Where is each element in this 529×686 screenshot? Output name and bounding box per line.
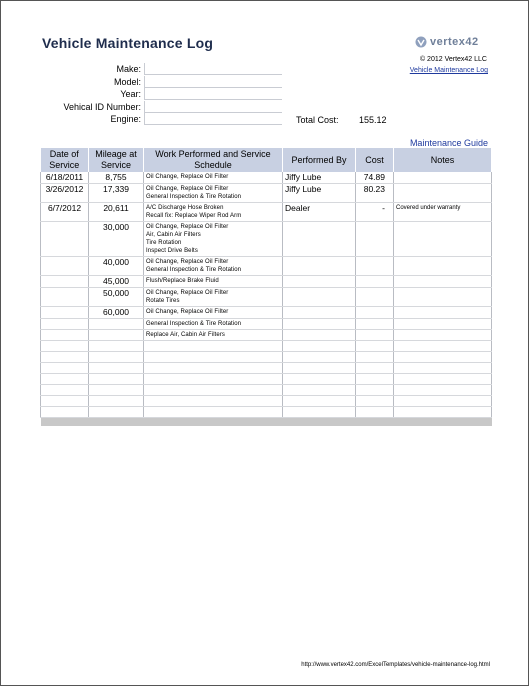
cell-performed-by[interactable]: Dealer bbox=[283, 203, 356, 222]
cell-mileage[interactable]: 60,000 bbox=[89, 307, 144, 319]
field-label: Engine: bbox=[110, 114, 141, 124]
cell-work[interactable] bbox=[144, 276, 283, 288]
empty-row bbox=[41, 352, 492, 363]
cell-date[interactable] bbox=[41, 407, 89, 418]
cell-cost[interactable] bbox=[356, 257, 394, 276]
page-title: Vehicle Maintenance Log bbox=[42, 35, 214, 51]
cell-date[interactable]: 3/26/2012 bbox=[41, 184, 89, 203]
field-label: Make: bbox=[116, 64, 141, 74]
cell-mileage[interactable] bbox=[89, 363, 144, 374]
cell-cost[interactable] bbox=[356, 385, 394, 396]
cell-notes[interactable] bbox=[394, 352, 492, 363]
empty-row bbox=[41, 363, 492, 374]
cell-date[interactable] bbox=[41, 330, 89, 341]
cell-work[interactable] bbox=[144, 184, 283, 203]
cell-notes[interactable] bbox=[394, 184, 492, 203]
cell-work[interactable] bbox=[144, 341, 283, 352]
header-date: Date of Service bbox=[41, 148, 89, 172]
work-line: Flush/Replace Brake Fluid bbox=[146, 278, 219, 284]
cell-performed-by[interactable] bbox=[283, 363, 356, 374]
cell-date[interactable]: 6/7/2012 bbox=[41, 203, 89, 222]
footer-bar-cell bbox=[41, 418, 492, 427]
cell-mileage[interactable]: 30,000 bbox=[89, 222, 144, 257]
cell-performed-by[interactable] bbox=[283, 407, 356, 418]
work-line: General Inspection & Tire Rotation bbox=[146, 321, 242, 327]
table-row bbox=[41, 184, 492, 203]
maintenance-guide-link[interactable]: Maintenance Guide bbox=[409, 138, 488, 148]
cell-work[interactable] bbox=[144, 222, 283, 257]
work-line: General Inspection & Tire Rotation bbox=[146, 267, 242, 273]
cell-notes[interactable] bbox=[394, 341, 492, 352]
cell-date[interactable] bbox=[41, 385, 89, 396]
field-input[interactable] bbox=[144, 101, 282, 113]
vehicle-maintenance-log-link[interactable]: Vehicle Maintenance Log bbox=[409, 67, 488, 74]
cell-mileage[interactable]: 20,611 bbox=[89, 203, 144, 222]
cell-work[interactable] bbox=[144, 374, 283, 385]
cell-mileage[interactable] bbox=[89, 319, 144, 330]
cell-notes[interactable] bbox=[394, 288, 492, 307]
cell-cost[interactable] bbox=[356, 288, 394, 307]
cell-date[interactable]: 6/18/2011 bbox=[41, 172, 89, 184]
cell-mileage[interactable]: 40,000 bbox=[89, 257, 144, 276]
table-row bbox=[41, 307, 492, 319]
cell-work[interactable] bbox=[144, 172, 283, 184]
cell-work[interactable] bbox=[144, 203, 283, 222]
cell-date[interactable] bbox=[41, 288, 89, 307]
cell-cost[interactable] bbox=[356, 330, 394, 341]
cell-notes[interactable] bbox=[394, 385, 492, 396]
cell-mileage[interactable] bbox=[89, 352, 144, 363]
footer-url: http://www.vertex42.com/ExcelTemplates/vehicle-maintenance-log.html bbox=[301, 662, 490, 668]
cell-performed-by[interactable]: Jiffy Lube bbox=[283, 184, 356, 203]
cell-cost[interactable] bbox=[356, 407, 394, 418]
cell-mileage[interactable] bbox=[89, 341, 144, 352]
cell-mileage[interactable] bbox=[89, 407, 144, 418]
cell-date[interactable] bbox=[41, 222, 89, 257]
cell-cost[interactable] bbox=[356, 276, 394, 288]
work-line: Oil Change, Replace Oil Filter bbox=[146, 259, 229, 265]
cell-date[interactable] bbox=[41, 307, 89, 319]
cell-work[interactable] bbox=[144, 307, 283, 319]
cell-date[interactable] bbox=[41, 341, 89, 352]
cell-cost[interactable] bbox=[356, 374, 394, 385]
field-row bbox=[41, 88, 282, 100]
work-line: Tire Rotation bbox=[146, 240, 182, 246]
cell-performed-by[interactable] bbox=[283, 396, 356, 407]
copyright-text: © 2012 Vertex42 LLC bbox=[419, 56, 487, 63]
cell-work[interactable] bbox=[144, 288, 283, 307]
cell-performed-by[interactable] bbox=[283, 330, 356, 341]
cell-notes[interactable] bbox=[394, 407, 492, 418]
total-cost-label: Total Cost: bbox=[296, 115, 339, 125]
cell-mileage[interactable] bbox=[89, 385, 144, 396]
cell-cost[interactable] bbox=[356, 307, 394, 319]
cell-performed-by[interactable]: Jiffy Lube bbox=[283, 172, 356, 184]
cell-date[interactable] bbox=[41, 352, 89, 363]
work-line: Replace Air, Cabin Air Filters bbox=[146, 332, 226, 338]
work-line: Oil Change, Replace Oil Filter bbox=[146, 186, 229, 192]
table-row bbox=[41, 330, 492, 341]
cell-cost[interactable]: - bbox=[356, 203, 394, 222]
empty-row bbox=[41, 341, 492, 352]
cell-work[interactable] bbox=[144, 407, 283, 418]
cell-work[interactable] bbox=[144, 396, 283, 407]
field-row bbox=[41, 76, 282, 88]
cell-performed-by[interactable] bbox=[283, 222, 356, 257]
header-work: Work Performed and Service Schedule bbox=[144, 148, 283, 172]
cell-work[interactable] bbox=[144, 257, 283, 276]
empty-row bbox=[41, 396, 492, 407]
cell-cost[interactable] bbox=[356, 396, 394, 407]
work-line: Recall fix: Replace Wiper Rod Arm bbox=[146, 213, 242, 219]
field-label: Vehical ID Number: bbox=[63, 101, 141, 112]
cell-performed-by[interactable] bbox=[283, 257, 356, 276]
cell-notes[interactable] bbox=[394, 172, 492, 184]
work-line: Oil Change, Replace Oil Filter bbox=[146, 174, 229, 180]
work-line: A/C Discharge Hose Broken bbox=[146, 205, 224, 211]
cell-cost[interactable] bbox=[356, 352, 394, 363]
cell-performed-by[interactable] bbox=[283, 385, 356, 396]
cell-notes[interactable] bbox=[394, 363, 492, 374]
field-label: Year: bbox=[120, 89, 141, 99]
field-input[interactable] bbox=[144, 113, 282, 125]
work-line: Oil Change, Replace Oil Filter bbox=[146, 224, 229, 230]
cell-notes[interactable] bbox=[394, 374, 492, 385]
cell-date[interactable] bbox=[41, 276, 89, 288]
cell-performed-by[interactable] bbox=[283, 374, 356, 385]
cell-notes[interactable] bbox=[394, 330, 492, 341]
work-line: General Inspection & Tire Rotation bbox=[146, 194, 242, 200]
work-line: Rotate Tires bbox=[146, 298, 180, 304]
cell-date[interactable] bbox=[41, 374, 89, 385]
cell-mileage[interactable]: 45,000 bbox=[89, 276, 144, 288]
cell-work[interactable] bbox=[144, 363, 283, 374]
field-row bbox=[41, 63, 282, 75]
cell-performed-by[interactable] bbox=[283, 352, 356, 363]
field-input[interactable] bbox=[144, 76, 282, 88]
work-line: Oil Change, Replace Oil Filter bbox=[146, 309, 229, 315]
cell-work[interactable] bbox=[144, 319, 283, 330]
table-footer-bar bbox=[41, 418, 492, 427]
logo-mark-icon bbox=[415, 36, 427, 48]
table-row bbox=[41, 172, 492, 184]
header-performed-by: Performed By bbox=[283, 148, 356, 172]
cell-performed-by[interactable] bbox=[283, 307, 356, 319]
cell-cost[interactable] bbox=[356, 363, 394, 374]
cell-mileage[interactable]: 17,339 bbox=[89, 184, 144, 203]
cell-cost[interactable]: 74.89 bbox=[356, 172, 394, 184]
cell-mileage[interactable] bbox=[89, 396, 144, 407]
cell-performed-by[interactable] bbox=[283, 319, 356, 330]
cell-cost[interactable] bbox=[356, 341, 394, 352]
table-row bbox=[41, 257, 492, 276]
cell-mileage[interactable] bbox=[89, 330, 144, 341]
cell-notes[interactable] bbox=[394, 307, 492, 319]
work-line: Air, Cabin Air Filters bbox=[146, 232, 201, 238]
cell-work[interactable] bbox=[144, 352, 283, 363]
cell-notes[interactable] bbox=[394, 222, 492, 257]
table-row bbox=[41, 288, 492, 307]
empty-row bbox=[41, 374, 492, 385]
cell-work[interactable] bbox=[144, 330, 283, 341]
field-input[interactable] bbox=[144, 63, 282, 75]
cell-date[interactable] bbox=[41, 257, 89, 276]
cell-date[interactable] bbox=[41, 319, 89, 330]
empty-row bbox=[41, 407, 492, 418]
logo-text: vertex42 bbox=[430, 36, 479, 48]
total-cost-value: 155.12 bbox=[359, 115, 387, 125]
cell-performed-by[interactable] bbox=[283, 341, 356, 352]
table-row bbox=[41, 276, 492, 288]
cell-notes[interactable] bbox=[394, 257, 492, 276]
field-row bbox=[41, 101, 282, 113]
work-line: Oil Change, Replace Oil Filter bbox=[146, 290, 229, 296]
cell-cost[interactable] bbox=[356, 319, 394, 330]
header-mileage: Mileage at Service bbox=[89, 148, 144, 172]
field-input[interactable] bbox=[144, 88, 282, 100]
cell-mileage[interactable]: 8,755 bbox=[89, 172, 144, 184]
vertex42-logo bbox=[415, 34, 479, 50]
cell-notes[interactable] bbox=[394, 319, 492, 330]
field-row bbox=[41, 113, 282, 125]
table-row bbox=[41, 203, 492, 222]
table-row bbox=[41, 319, 492, 330]
cell-mileage[interactable] bbox=[89, 374, 144, 385]
cell-cost[interactable] bbox=[356, 222, 394, 257]
cell-date[interactable] bbox=[41, 396, 89, 407]
empty-row bbox=[41, 385, 492, 396]
field-label: Model: bbox=[113, 76, 141, 87]
maintenance-log-table bbox=[40, 148, 492, 426]
cell-notes[interactable] bbox=[394, 396, 492, 407]
cell-date[interactable] bbox=[41, 363, 89, 374]
cell-cost[interactable]: 80.23 bbox=[356, 184, 394, 203]
cell-notes[interactable]: Covered under warranty bbox=[394, 203, 492, 222]
cell-performed-by[interactable] bbox=[283, 288, 356, 307]
table-row bbox=[41, 222, 492, 257]
work-line: Inspect Drive Belts bbox=[146, 248, 198, 254]
cell-work[interactable] bbox=[144, 385, 283, 396]
header-cost: Cost bbox=[356, 148, 394, 172]
table-header-row bbox=[41, 148, 492, 172]
cell-mileage[interactable]: 50,000 bbox=[89, 288, 144, 307]
header-notes: Notes bbox=[394, 148, 492, 172]
cell-performed-by[interactable] bbox=[283, 276, 356, 288]
cell-notes[interactable] bbox=[394, 276, 492, 288]
